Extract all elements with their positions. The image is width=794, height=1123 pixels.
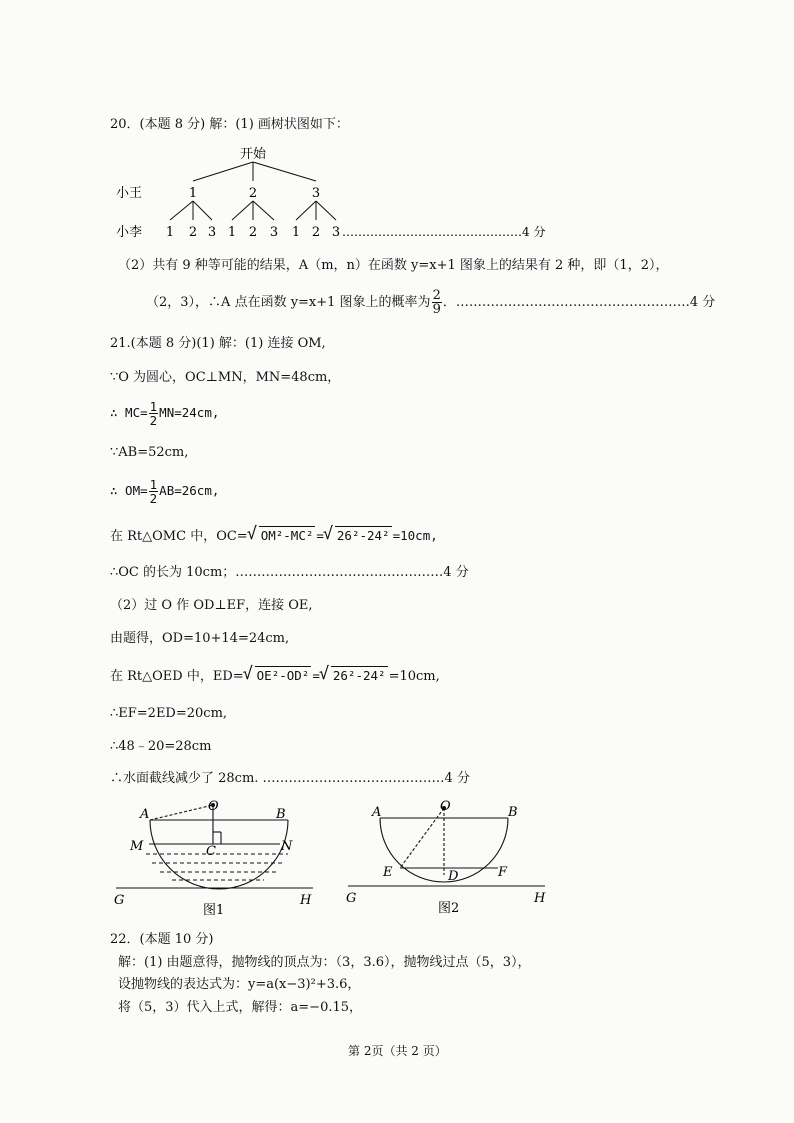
half-fraction [149, 478, 159, 505]
tree-score: ………………………………………4 分 [342, 225, 546, 239]
q21-line [110, 666, 440, 687]
probability-fraction [432, 289, 442, 316]
label-F: F [498, 865, 508, 880]
label-M: M [130, 839, 144, 854]
equals: = [312, 668, 320, 683]
tree-diagram [100, 143, 560, 243]
q21-line: ∴水面截线减少了 28cm. ……………………………………4 分 [110, 771, 470, 786]
radicand: OE²-OD² [256, 668, 310, 683]
q21-line [110, 526, 438, 547]
q21-line: ∴48﹣20=28cm [110, 739, 212, 754]
tree-leaf: 1 [291, 225, 301, 240]
label-H: H [534, 891, 546, 906]
label-H: H [300, 893, 312, 908]
label-B: B [276, 807, 286, 822]
q21-line: ∴EF=2ED=20cm, [110, 706, 228, 721]
tree-leaf: 3 [331, 225, 341, 240]
equals: = [316, 528, 324, 543]
sqrt-expression [321, 666, 388, 686]
fraction-numerator: 2 [432, 288, 441, 303]
q22-line: 解：(1) 由题意得，抛物线的顶点为：（3，3.6），抛物线过点（5，3）， [118, 955, 531, 970]
figure-1 [108, 800, 328, 918]
q21-line [110, 476, 219, 507]
tree-row2-label: 小李 [116, 225, 143, 240]
tree-leaf: 3 [269, 225, 279, 240]
figure-2 [340, 800, 560, 918]
fraction-numerator: 1 [149, 477, 158, 492]
fraction-denominator: 2 [149, 491, 158, 506]
label-G: G [114, 893, 125, 908]
q22-heading: 22．(本题 10 分) [110, 932, 214, 947]
q21-text: ∴ MC= [110, 405, 148, 420]
tree-leaf: 1 [227, 225, 237, 240]
tree-root: 开始 [239, 147, 267, 162]
q20-part2-line2 [146, 288, 715, 318]
label-D: D [448, 869, 459, 884]
tree-row1-label: 小王 [116, 186, 143, 201]
q20-part2-score: ．………………………………………………4 分 [442, 295, 716, 310]
fraction-numerator: 1 [149, 399, 158, 414]
q21-line [110, 398, 219, 429]
label-O: O [440, 800, 451, 814]
page-footer: 第 2页（共 2 页） [348, 1044, 447, 1058]
fraction-denominator: 9 [432, 302, 441, 317]
sqrt-expression [249, 526, 316, 546]
q21-line: ∵O 为圆心，OC⊥MN，MN=48cm， [110, 370, 341, 385]
label-A: A [372, 805, 382, 820]
q21-text: =10cm, [392, 528, 438, 543]
tree-leaf: 1 [165, 225, 175, 240]
radicand: OM²-MC² [260, 528, 314, 543]
q21-text: MN=24cm, [159, 405, 220, 420]
q21-heading: 21.(本题 8 分)(1) 解：(1) 连接 OM, [110, 336, 326, 351]
radicand: 26²-24² [332, 668, 386, 683]
radicand: 26²-24² [336, 528, 390, 543]
q21-line: ∴OC 的长为 10cm；…………………………………………4 分 [110, 565, 469, 580]
tree-leaf: 3 [207, 225, 217, 240]
sqrt-expression [325, 526, 392, 546]
q21-text: 在 Rt△OMC 中，OC= [110, 529, 248, 544]
q21-line: ∵AB=52cm, [110, 445, 189, 460]
label-O: O [208, 800, 219, 814]
tree-leaf: 2 [311, 225, 321, 240]
label-C: C [206, 844, 216, 859]
q21-text: =10cm, [388, 669, 440, 684]
label-E: E [383, 865, 393, 880]
tree-node: 3 [311, 186, 321, 201]
tree-node: 2 [248, 186, 258, 201]
q21-text: 在 Rt△OED 中，ED= [110, 669, 244, 684]
q21-text: AB=26cm, [159, 483, 220, 498]
q20-heading: 20．(本题 8 分) 解：(1) 画树状图如下： [110, 117, 349, 132]
q21-line: 由题得，OD=10+14=24cm, [110, 631, 290, 646]
label-N: N [281, 839, 293, 854]
q22-line: 设抛物线的表达式为：y=a(x−3)²+3.6， [118, 977, 361, 992]
q20-part2-line1: （2）共有 9 种等可能的结果，A（m，n）在函数 y=x+1 图象上的结果有 2 种，即（1，2）， [118, 258, 669, 273]
tree-node: 1 [188, 186, 198, 201]
tree-leaf: 2 [248, 225, 258, 240]
sqrt-expression [245, 666, 312, 686]
half-fraction [149, 400, 159, 427]
figure-1-caption: 图1 [203, 903, 225, 918]
q21-text: ∴ OM= [110, 483, 148, 498]
label-G: G [346, 891, 357, 906]
q20-part2-text: （2，3），∴A 点在函数 y=x+1 图象上的概率为 [146, 295, 431, 310]
label-A: A [140, 807, 150, 822]
figure-2-caption: 图2 [438, 901, 460, 916]
fraction-denominator: 2 [149, 413, 158, 428]
tree-leaf: 2 [188, 225, 198, 240]
q21-line: （2）过 O 作 OD⊥EF，连接 OE, [110, 598, 313, 613]
q22-line: 将（5，3）代入上式，解得：a=−0.15， [118, 1000, 363, 1015]
label-B: B [508, 805, 518, 820]
